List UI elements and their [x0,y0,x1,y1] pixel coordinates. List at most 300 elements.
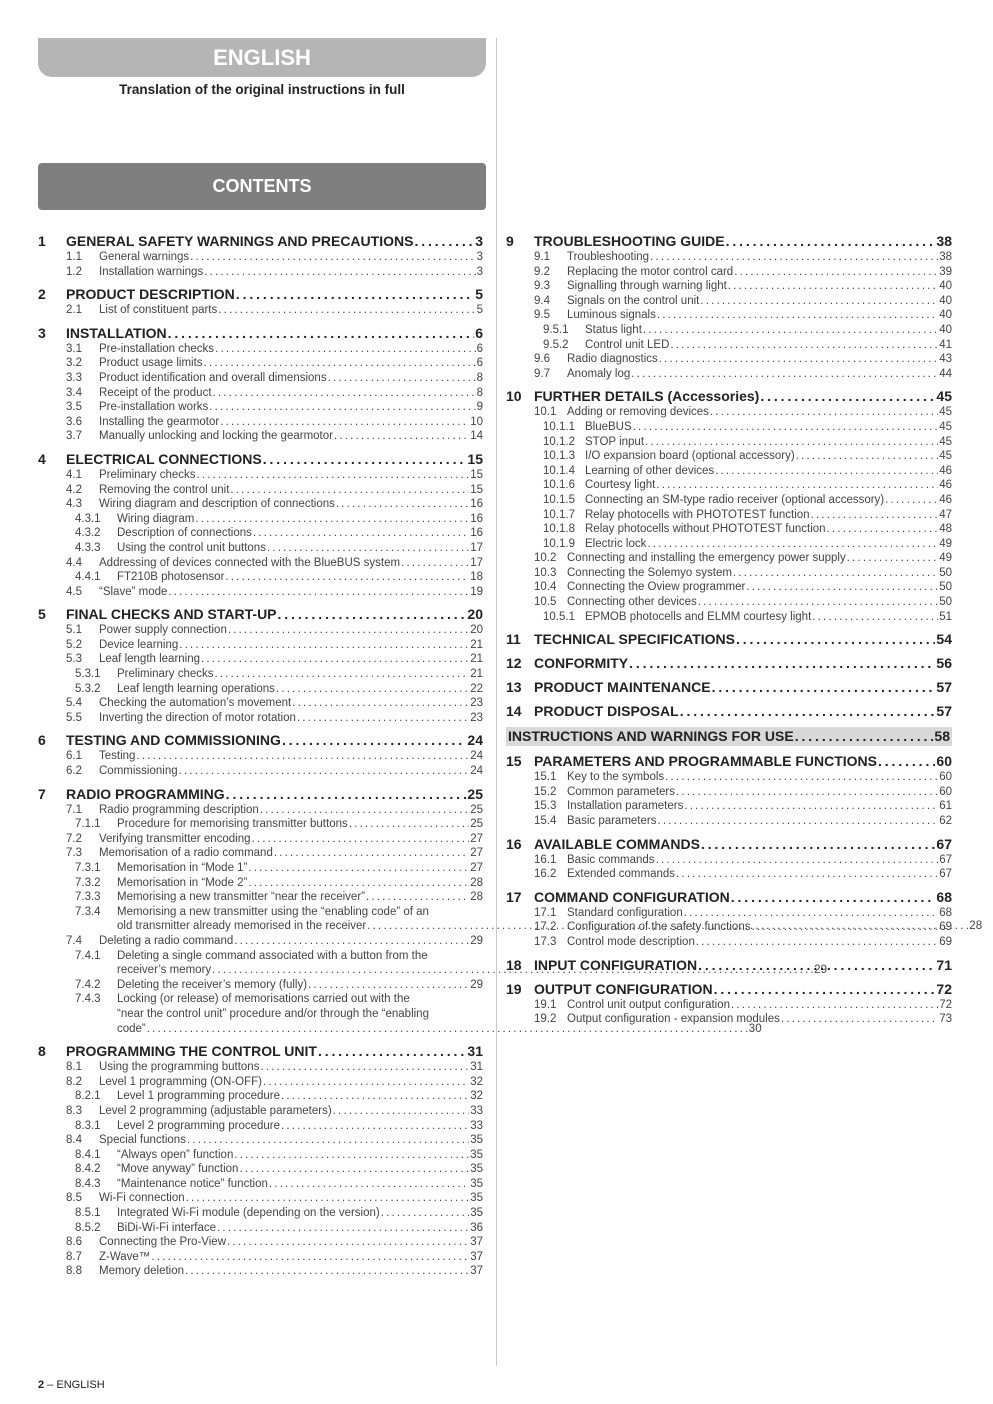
toc-section [506,233,952,381]
toc-entry[interactable] [506,920,952,935]
toc-heading[interactable] [506,889,952,906]
toc-entry[interactable] [38,832,483,847]
toc-entry[interactable] [506,338,952,353]
toc-section [506,703,952,720]
toc-entry-page: 27 [470,847,483,860]
toc-entry-page: 60 [939,785,952,798]
toc-entry-page: 46 [939,479,952,492]
toc-entry[interactable] [506,294,952,309]
dot-leader [260,803,469,818]
toc-entry-title: Adding or removing devices [567,406,709,419]
toc-entry-title: Control mode description [567,936,695,948]
toc-entry[interactable] [38,652,483,667]
toc-entry-page: 27 [470,832,483,845]
dot-leader [401,556,469,571]
toc-entry[interactable] [38,342,483,357]
toc-heading[interactable] [506,679,952,696]
toc-entry[interactable] [38,890,483,905]
dot-leader [308,978,469,993]
toc-heading-title: TROUBLESHOOTING GUIDE [534,233,725,249]
toc-heading[interactable] [38,786,483,803]
dot-leader [700,294,938,309]
toc-entry-title: Control unit LED [585,338,670,351]
dot-leader [197,468,470,483]
toc-entry[interactable] [506,435,952,450]
toc-entry-number: 10.1.6 [543,479,575,492]
toc-entry-number: 8.5 [66,1192,82,1205]
dot-leader [381,1206,469,1221]
toc-entry-title: Checking the automation’s movement [99,697,292,710]
toc-heading-page: 60 [936,753,952,770]
toc-entry-title: “Always open” function [117,1148,234,1161]
toc-entry-title: Using the control unit buttons [117,541,266,554]
toc-entry-page: 6 [476,342,483,355]
dot-leader [733,566,938,581]
toc-entry[interactable] [38,386,483,401]
toc-entry-number: 5.3.1 [75,668,101,681]
toc-entry-page: 47 [939,508,952,521]
toc-entry[interactable] [38,696,483,711]
toc-entry-title: code” [117,1022,146,1035]
toc-entry-title: Inverting the direction of motor rotation [99,711,296,724]
dot-leader [633,420,939,435]
toc-entry-page: 72 [939,998,952,1011]
toc-section [38,286,483,318]
toc-entry[interactable] [38,638,483,653]
toc-heading[interactable] [506,957,952,974]
toc-entry-page: 17 [470,541,483,554]
toc-entry-title: Troubleshooting [567,251,650,263]
toc-entry[interactable] [38,483,483,498]
toc-entry-title: Electric lock [585,537,647,550]
toc-entry-number: 10.3 [534,566,557,579]
toc-entry[interactable] [506,464,952,479]
toc-entry-title: Leaf length learning operations [117,682,275,695]
toc-entry-title: Wiring diagram and description of connections [99,498,335,511]
toc-entry-page: 35 [470,1177,483,1190]
toc-heading-page: 3 [475,233,483,249]
toc-entry-title: BlueBUS [585,420,632,433]
toc-entry[interactable] [38,861,483,876]
toc-entry[interactable] [506,551,952,566]
toc-entry-number: 9.3 [534,280,550,293]
toc-entry[interactable] [38,415,483,430]
toc-section [38,233,483,279]
toc-entry-number: 7.3.1 [75,862,101,874]
toc-entry[interactable] [38,1206,483,1221]
dot-leader [751,920,938,935]
dot-leader [151,1250,469,1265]
dot-leader [657,814,938,829]
dot-leader [297,711,469,726]
toc-entry-number: 10.1.8 [543,523,575,536]
toc-entry[interactable] [38,803,483,818]
toc-entry-number: 7.1 [66,803,82,816]
toc-heading[interactable] [38,1043,483,1060]
toc-heading-number: 7 [38,785,46,802]
toc-heading-title: TESTING AND COMMISSIONING [66,732,281,749]
toc-entry[interactable] [38,1250,483,1265]
toc-entry-page: 16 [470,498,483,511]
page-footer [38,1379,105,1391]
toc-entry-number: 8.3.1 [75,1119,101,1132]
toc-entry-number: 9.1 [534,251,550,263]
toc-entry-page: 32 [470,1090,483,1103]
toc-entry-number: 4.3.1 [75,512,101,525]
dot-leader [760,388,935,405]
toc-entry-number: 8.4.3 [75,1177,101,1190]
toc-entry-line: Memorising a new transmitter using the “enabling code” of an [117,905,429,918]
language-title: ENGLISH [213,44,311,70]
dot-leader [698,595,938,610]
toc-heading[interactable] [38,286,483,303]
toc-entry-title: Procedure for memorising transmitter buttons [117,818,348,831]
toc-heading[interactable] [38,233,483,250]
dot-leader [349,817,469,832]
toc-entry-title: Radio programming description [99,803,259,816]
toc-entry-number: 15.4 [534,815,557,828]
toc-entry-number: 4.4 [66,556,82,569]
dot-leader [676,785,938,800]
dot-leader [269,1177,469,1192]
toc-entry[interactable] [506,799,952,814]
toc-entry-page: 35 [470,1148,483,1161]
toc-heading[interactable] [506,703,952,720]
toc-entry[interactable] [38,468,483,483]
dot-leader [676,867,938,882]
dot-leader [213,386,476,401]
dot-leader [168,325,475,342]
toc-entry-page: 48 [939,523,952,536]
toc-entry[interactable] [506,265,952,280]
toc-entry[interactable] [38,265,483,280]
dot-leader [684,799,938,814]
toc-entry[interactable] [506,867,952,882]
toc-entry-title: Deleting the receiver’s memory (fully) [117,978,308,991]
toc-entry[interactable] [506,478,952,493]
toc-entry-title: Manually unlocking and locking the gearmotor [99,430,333,443]
toc-entry[interactable] [38,1177,483,1192]
dot-leader [712,679,936,696]
toc-entry-number: 4.3.2 [75,527,101,540]
toc-entry-title: Luminous signals [567,309,656,322]
toc-entry[interactable] [38,585,483,600]
toc-entry-title: Wiring diagram [117,512,195,525]
dot-leader [670,338,938,353]
toc-entry[interactable] [38,512,483,527]
toc-entry-title: Memorisation in “Mode 1” [117,862,248,874]
toc-entry[interactable] [506,352,952,367]
toc-entry-title: Radio diagnostics [567,353,658,366]
toc-heading-page: 45 [936,388,952,405]
toc-entry[interactable] [506,279,952,294]
toc-entry-title: Relay photocells without PHOTOTEST function [585,523,826,536]
toc-entry-page: 8 [476,371,483,384]
toc-entry[interactable] [506,595,952,610]
toc-heading[interactable] [506,233,952,250]
toc-entry[interactable] [38,1191,483,1206]
toc-entry[interactable] [38,1264,483,1279]
toc-entry-number: 8.3 [66,1104,82,1117]
toc-entry[interactable] [506,610,952,625]
dot-leader [731,889,936,906]
toc-heading-page: 31 [467,1043,483,1060]
toc-entry[interactable] [38,711,483,726]
toc-entry[interactable] [506,420,952,435]
toc-entry[interactable] [38,556,483,571]
toc-section [506,631,952,648]
toc-entry-title: Product identification and overall dimensions [99,371,327,384]
dot-leader [136,749,469,764]
dot-leader [731,998,938,1013]
toc-heading-page: 67 [936,835,952,852]
toc-entry[interactable] [38,623,483,638]
toc-entry-title: Standard configuration [567,906,683,919]
toc-section [38,325,483,444]
toc-entry-number: 7.4.2 [75,978,101,991]
toc-entry[interactable] [506,537,952,552]
toc-entry-page: 51 [939,610,952,623]
toc-entry-title: Connecting the Solemyo system [567,566,732,579]
toc-entry-title: old transmitter already memorised in the receiver [117,920,367,933]
toc-entry-page: 37 [470,1265,483,1278]
toc-entry[interactable] [38,371,483,386]
toc-entry[interactable] [506,1012,952,1027]
dot-leader [827,522,939,537]
dot-leader [253,526,469,541]
toc-entry[interactable] [38,1221,483,1236]
toc-entry[interactable] [38,1148,483,1163]
toc-entry-page: 45 [939,406,952,419]
toc-entry-page: 45 [939,435,952,448]
toc-entry-page: 14 [470,430,483,443]
toc-entry[interactable] [38,250,483,265]
toc-entry-page: 40 [939,280,952,293]
toc-heading-title: FINAL CHECKS AND START-UP [66,606,277,623]
toc-entry-title: Level 2 programming procedure [117,1119,281,1132]
toc-entry[interactable] [506,449,952,464]
toc-entry[interactable] [38,817,483,832]
toc-entry[interactable] [38,303,483,318]
toc-heading[interactable] [506,727,952,746]
toc-heading-page: 71 [936,956,952,973]
toc-entry-title: Signalling through warning light [567,280,727,293]
toc-entry-number: 7.3.2 [75,876,101,889]
toc-entry-page: 29 [470,978,483,991]
toc-entry[interactable] [506,323,952,338]
toc-section [506,889,952,950]
toc-entry[interactable] [506,367,952,382]
toc-entry[interactable] [38,876,483,891]
dot-leader [812,610,938,625]
dot-leader [847,551,938,566]
toc-entry-page: 24 [470,750,483,763]
toc-heading-title: CONFORMITY [534,655,629,672]
toc-entry-number: 5.5 [66,711,82,724]
toc-entry[interactable] [38,749,483,764]
toc-entry-number: 5.4 [66,697,82,710]
toc-entry[interactable] [38,682,483,697]
toc-entry[interactable] [506,566,952,581]
toc-entry[interactable] [38,764,483,779]
toc-heading-number: 9 [506,233,514,249]
toc-entry-number: 10.1.1 [543,420,575,433]
dot-leader [276,682,469,697]
toc-entry-number: 10.1.9 [543,537,575,550]
toc-entry[interactable] [506,308,952,323]
toc-entry[interactable] [38,429,483,444]
toc-heading-title: PRODUCT MAINTENANCE [534,679,711,696]
toc-entry[interactable] [506,493,952,508]
toc-entry-title: “Move anyway” function [117,1163,239,1176]
toc-entry-title: Power supply connection [99,624,227,637]
toc-entry-number: 4.3.3 [75,541,101,554]
toc-heading[interactable] [38,325,483,342]
toc-entry-page: 36 [470,1221,483,1234]
toc-entry-title: Installing the gearmotor [99,415,220,428]
toc-entry[interactable] [38,1060,483,1075]
toc-entry-title: Anomaly log [567,367,631,380]
dot-leader [218,303,475,318]
toc-heading-page: 25 [467,785,483,802]
dot-leader [201,652,469,667]
dot-leader [318,1043,466,1060]
toc-entry[interactable] [38,526,483,541]
toc-entry[interactable] [506,522,952,537]
dot-leader [204,265,475,280]
dot-leader [885,493,938,508]
toc-entry-number: 3.7 [66,430,82,443]
toc-entry[interactable] [38,978,483,993]
toc-entry[interactable] [506,998,952,1013]
dot-leader [631,367,938,382]
dot-leader [696,935,938,950]
toc-entry-title: Relay photocells with PHOTOTEST function [585,508,810,521]
column-divider [496,38,497,1366]
toc-entry-page: 22 [470,682,483,695]
toc-entry[interactable] [506,580,952,595]
toc-entry-title: Level 2 programming (adjustable parameters) [99,1104,332,1117]
toc-entry-number: 8.7 [66,1250,82,1263]
toc-heading[interactable] [506,655,952,672]
toc-entry-page: 28 [470,876,483,889]
toc-entry[interactable] [38,667,483,682]
toc-entry-title: Testing [99,750,136,763]
toc-entry-page: 31 [470,1061,483,1074]
toc-entry-title: receiver’s memory [117,964,212,977]
toc-heading[interactable] [506,836,952,853]
toc-entry-number: 8.5.1 [75,1207,101,1220]
dot-leader [227,1235,469,1250]
toc-entry[interactable] [506,906,952,921]
toc-entry[interactable] [38,497,483,512]
toc-entry[interactable] [38,570,483,585]
toc-heading-title: PARAMETERS AND PROGRAMMABLE FUNCTIONS [534,753,877,770]
toc-entry[interactable] [38,1162,483,1177]
toc-entry[interactable] [506,853,952,868]
toc-entry[interactable] [506,770,952,785]
dot-leader [186,1191,470,1206]
toc-entry-title: Signals on the control unit [567,294,700,307]
dot-leader [248,861,469,876]
toc-entry[interactable] [506,405,952,420]
dot-leader [179,638,469,653]
dot-leader [168,585,469,600]
toc-section [38,732,483,778]
toc-entry-page: 38 [939,251,952,263]
toc-heading-page: 54 [936,631,952,648]
toc-entry-page: 20 [470,624,483,637]
toc-entry-title: Extended commands [567,868,676,881]
toc-entry-title: Connecting the Pro-View [99,1236,226,1249]
toc-heading[interactable] [506,631,952,648]
toc-entry-title: Learning of other devices [585,464,715,477]
toc-entry[interactable] [38,356,483,371]
toc-entry[interactable] [38,1104,483,1119]
dot-leader [746,580,938,595]
dot-leader [659,352,938,367]
toc-entry[interactable] [38,1089,483,1104]
toc-entry-page: 73 [939,1013,952,1026]
toc-heading-number: 4 [38,450,46,467]
toc-entry-number: 10.1.5 [543,493,575,506]
dot-leader [278,606,467,623]
dot-leader [414,233,474,250]
toc-entry-page: 21 [470,653,483,666]
toc-entry[interactable] [38,400,483,415]
toc-entry[interactable] [38,1119,483,1134]
toc-heading[interactable] [506,981,952,998]
toc-heading[interactable] [506,388,952,405]
toc-entry[interactable] [38,541,483,556]
contents-banner [38,163,486,210]
toc-entry-number: 10.1.4 [543,464,575,477]
toc-entry[interactable] [506,814,952,829]
toc-entry-title: Product usage limits [99,357,203,370]
toc-entry-page: 5 [476,304,483,317]
document-subtitle: Translation of the original instructions in full [119,82,405,97]
dot-leader [366,890,469,905]
toc-entry[interactable] [38,934,483,949]
dot-leader [650,250,938,265]
toc-entry-page: 21 [470,638,483,651]
toc-heading[interactable] [38,732,483,749]
toc-entry[interactable] [38,1133,483,1148]
dot-leader [665,770,938,785]
dot-leader [715,464,938,479]
toc-heading[interactable] [506,753,952,770]
toc-entry[interactable] [506,935,952,950]
toc-entry[interactable] [506,508,952,523]
toc-entry-page: 49 [939,552,952,565]
toc-heading[interactable] [38,606,483,623]
toc-heading[interactable] [38,451,483,468]
toc-entry[interactable] [38,846,483,861]
toc-entry[interactable] [38,1235,483,1250]
toc-entry[interactable] [506,250,952,265]
toc-entry-number: 16.1 [534,853,557,866]
toc-entry-title: Installation parameters [567,800,684,813]
dot-leader [656,853,939,868]
dot-leader [656,478,938,493]
toc-entry-page: 3 [476,265,483,278]
toc-entry-number: 3.6 [66,415,82,428]
toc-entry-title: List of constituent parts [99,304,218,317]
toc-entry-number: 10.5 [534,596,557,609]
toc-entry[interactable] [506,785,952,800]
toc-entry[interactable] [38,1075,483,1090]
toc-heading-title: INSTALLATION [66,324,167,341]
